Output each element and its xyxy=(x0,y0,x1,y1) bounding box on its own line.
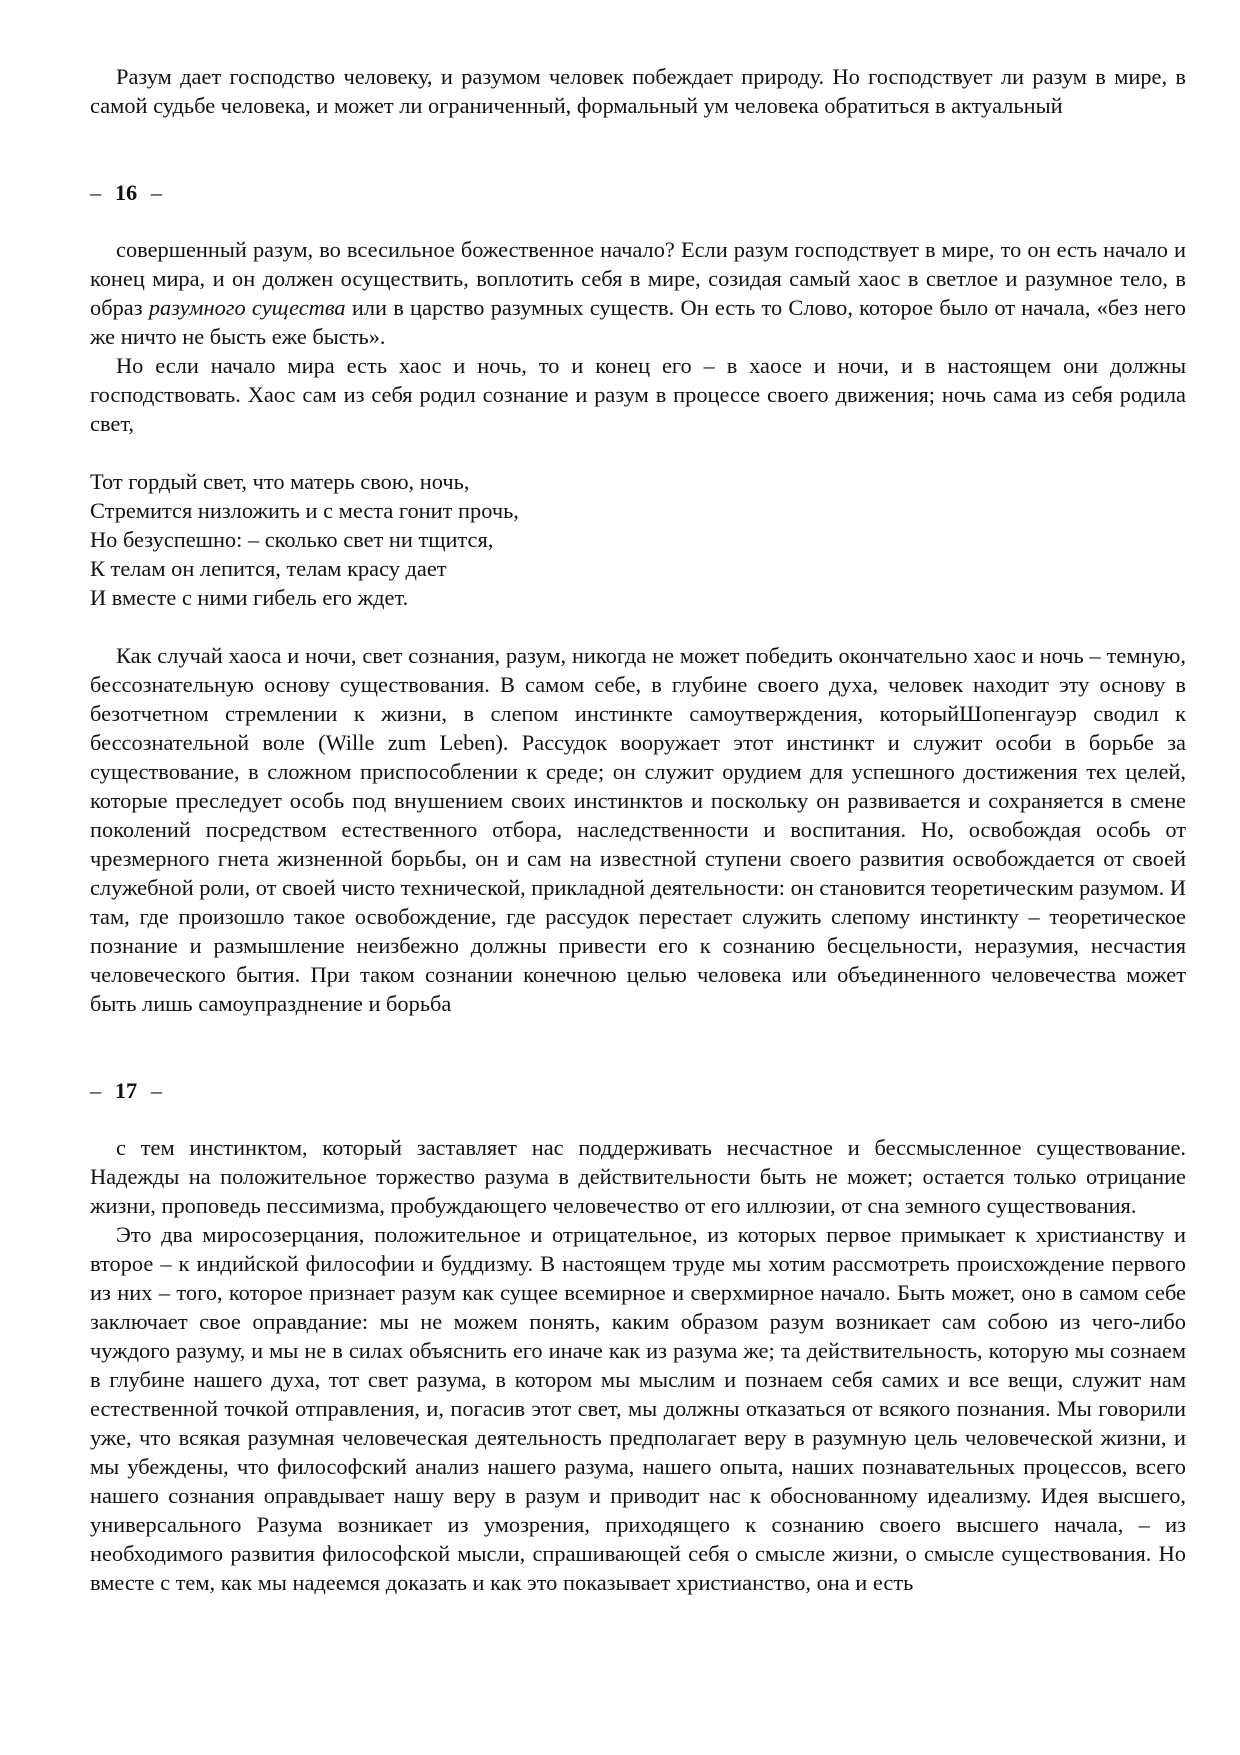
page-number-dash-left: – xyxy=(90,180,102,205)
page-number-value: 16 xyxy=(114,180,138,205)
poem-line: Стремится низложить и с места гонит прочь, xyxy=(90,498,519,523)
page-number-dash-right: – xyxy=(150,1078,163,1103)
paragraph-instinct: с тем инстинктом, который заставляет нас поддерживать несчастное и бессмысленное существование. Надежды на положительное торжество разума в действительности быть не может; остается только отрицание жизни, проповедь пессимизма, пробуждающего человечество от его иллюзии, от сна земного существования. xyxy=(90,1135,1186,1218)
paragraph-text-part: или в царство разумных существ. Он есть то Слово, которое было от начала, «без него же ничто не бысть еже бысть». xyxy=(90,295,1186,349)
poem-line: Тот гордый свет, что матерь свою, ночь, xyxy=(90,469,470,494)
page-number-17 xyxy=(90,1076,1186,1105)
paragraph-two-worldviews: Это два миросозерцания, положительное и отрицательное, из которых первое примыкает к христианству и второе – к индийской философии и буддизму. В настоящем труде мы хотим рассмотреть происхождение первого из них – того, которое признает разум как сущее всемирное и сверхмирное начало. Быть может, оно в самом себе заключает свое оправдание: мы не можем понять, каким образом разум возникает сам собою из чего-либо чуждого разуму, и мы не в силах объяснить его иначе как из разума же; та действительность, которую мы сознаем в глубине нашего духа, тот свет разума, в котором мы мыслим и познаем себя самих и все вещи, служит нам естественной точкой отправления, и, погасив этот свет, мы должны отказаться от всякого познания. Мы говорили уже, что всякая разумная человеческая деятельность предполагает веру в разумную цель человеческой жизни, и мы убеждены, что философский анализ нашего разума, нашего опыта, наших познавательных процессов, всего нашего сознания оправдывает нашу веру в разум и приводит нас к обоснованному идеализму. Идея высшего, универсального Разума возникает из умозрения, приходящего к сознанию своего высшего начала, – из необходимого развития философской мысли, спрашивающей себя о смысле жизни, о смысле существования. Но вместе с тем, как мы надеемся доказать и как это показывает христианство, она и есть xyxy=(90,1222,1186,1595)
page-number-dash-right: – xyxy=(150,180,163,205)
poem-line: И вместе с ними гибель его ждет. xyxy=(90,585,409,610)
paragraph-chaos-and-night: Но если начало мира есть хаос и ночь, то и конец его – в хаосе и ночи, и в настоящем они должны господствовать. Хаос сам из себя родил сознание и разум в процессе своего движения; ночь сама из себя родила свет, xyxy=(90,353,1186,436)
paragraph-text-part: совершенный разум, во всесильное божественное начало? Если разум господствует в мире, то он есть начало и конец мира, и он должен осуществить, воплотить себя в мире, созидая самый хаос в светлое и разумное тело, в образ xyxy=(90,237,1186,320)
page-number-16 xyxy=(90,178,1186,207)
paragraph-light-of-consciousness: Как случай хаоса и ночи, свет сознания, разум, никогда не может победить окончательно хаос и ночь – темную, бессознательную основу существования. В самом себе, в глубине своего духа, человек находит эту основу в безотчетном стремлении к жизни, в слепом инстинкте самоутверждения, которыйШопенгауэр сводил к бессознательной воле (Wille zum Leben). Рассудок вооружает этот инстинкт и служит особи в борьбе за существование, в сложном приспособлении к среде; он служит орудием для успешного достижения тех целей, которые преследует особь под внушением своих инстинктов и поскольку он развивается и сохраняется в смене поколений посредством естественного отбора, наследственности и воспитания. Но, освобождая особь от чрезмерного гнета жизненной борьбы, он и сам на известной ступени своего развития освобождается от своей служебной роли, от своей чисто технической, прикладной деятельности: он становится теоретическим разумом. И там, где произошло такое освобождение, где рассудок перестает служить слепому инстинкту – теоретическое познание и размышление неизбежно должны привести его к сознанию бесцельности, неразумия, несчастия человеческого бытия. При таком сознании конечною целью человека или объединенного человечества может быть лишь самоупразднение и борьба xyxy=(90,643,1186,1016)
document-page xyxy=(90,62,1186,1597)
poem-quote xyxy=(90,467,1186,612)
poem-line: Но безуспешно: – сколько свет ни тщится, xyxy=(90,527,494,552)
italic-phrase: разумного существа xyxy=(148,295,346,320)
page-number-dash-left: – xyxy=(90,1078,102,1103)
paragraph-reason-dominion: Разум дает господство человеку, и разумом человек побеждает природу. Но господствует ли разум в мире, в самой судьбе человека, и может ли ограниченный, формальный ум человека обратиться в актуальный xyxy=(90,64,1186,118)
poem-line: К телам он лепится, телам красу дает xyxy=(90,556,447,581)
page-number-value: 17 xyxy=(114,1078,138,1103)
paragraph-perfect-reason xyxy=(90,235,1186,351)
